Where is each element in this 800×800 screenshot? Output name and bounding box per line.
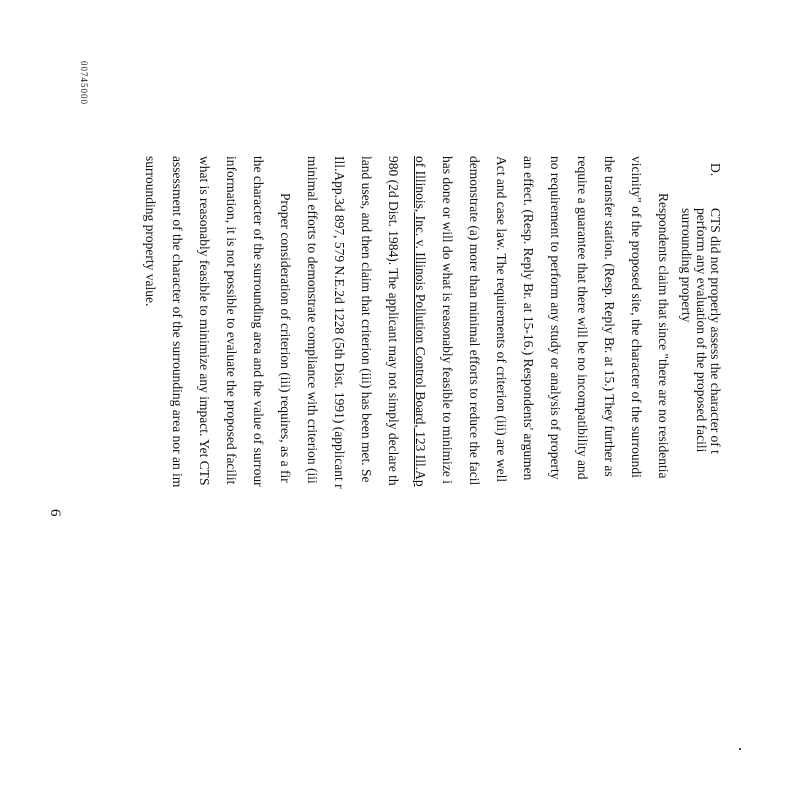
p1-line: demonstrate (a) more than minimal efforts to reduce the facil (467, 156, 482, 486)
p1-line: minimal efforts to demonstrate compliance with criterion (iii (305, 156, 320, 484)
p1-line: land uses, and then claim that criterion (iii) has been met. Se (359, 156, 374, 483)
p2-line: the character of the surrounding area and the value of surrour (251, 156, 266, 487)
bates-number: 00745000 (79, 61, 89, 105)
p2-line: assessment of the character of the surrounding area nor an im (170, 156, 185, 488)
heading-marker: D. (708, 163, 723, 177)
p1-line: Respondents claim that since "there are no residentia (656, 193, 671, 479)
p2-line: what is reasonably feasible to minimize any impact. Yet CTS (197, 156, 212, 486)
heading-line-1: CTS did not properly assess the character of t (708, 208, 723, 454)
p1-line: the transfer station. (Resp. Reply Br. at 15.) They further as (602, 156, 617, 477)
p1-line-case-citation: of Illinois, Inc. v. Illinois Pollution Control Board, 123 Ill.Ap (413, 156, 428, 487)
p1-line: 980 (2d Dist. 1984). The applicant may not simply declare th (386, 156, 401, 486)
p1-line: an effect. (Resp. Reply Br. at 15-16.) Respondents' argumen (521, 156, 536, 481)
scan-speck (739, 748, 741, 750)
heading-line-2: perform any evaluation of the proposed facili (694, 208, 709, 453)
p1-line: vicinity" of the proposed site, the character of the surroundi (629, 156, 644, 478)
document-page (47, 0, 775, 800)
p1-line: require a guarantee that there will be no incompatibility and (575, 156, 590, 480)
p2-line: information, it is not possible to evaluate the proposed facilit (224, 156, 239, 485)
p2-line: surrounding property value. (143, 156, 158, 307)
page-number: 6 (47, 509, 63, 517)
p1-line: Ill.App.3d 897, 579 N.E.2d 1228 (5th Dist. 1991) (applicant r (332, 156, 347, 489)
heading-line-3: surrounding property (679, 208, 694, 323)
p1-line: has done or will do what is reasonably feasible to minimize i (440, 156, 455, 485)
p1-line: Act and case law. The requirements of criterion (iii) are well (494, 156, 509, 483)
p1-line: no requirement to perform any study or analysis of property (548, 156, 563, 480)
p2-line: Proper consideration of criterion (iii) requires, as a fir (278, 193, 293, 483)
